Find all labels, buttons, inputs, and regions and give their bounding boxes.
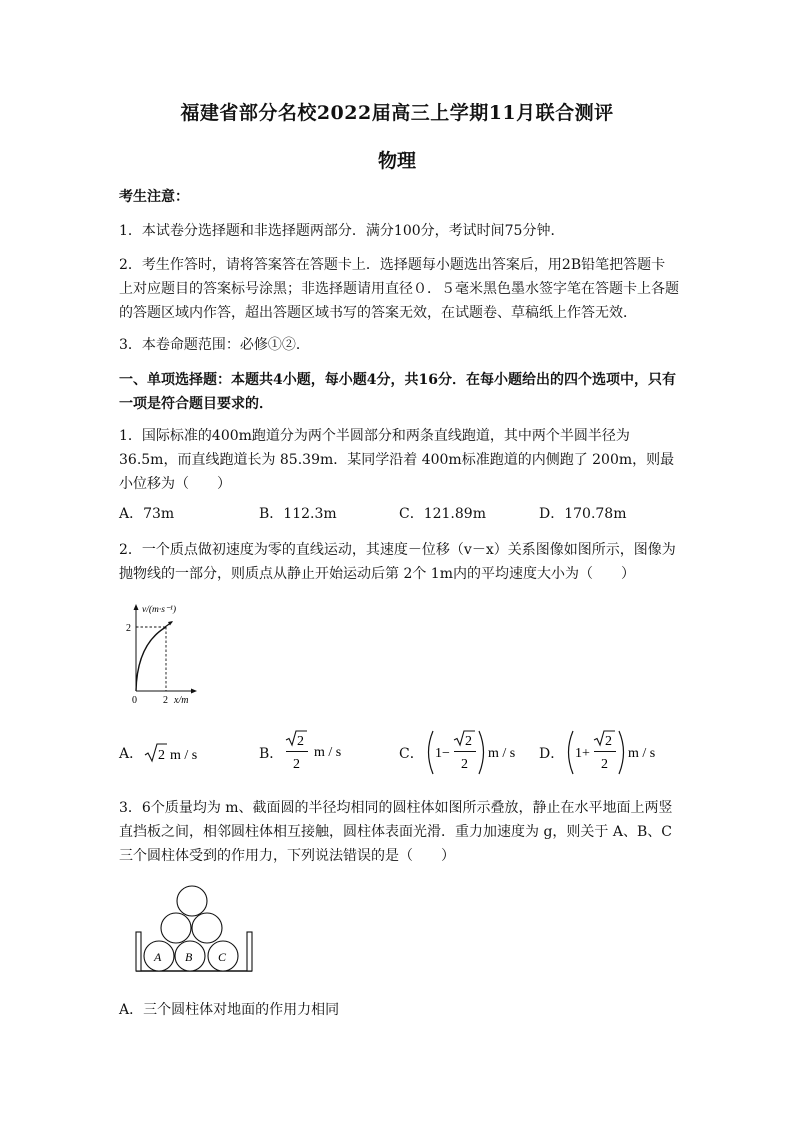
unit: m / s [487,746,515,761]
section-heading: 一、单项选择题：本题共4小题，每小题4分，共16分．在每小题给出的四个选项中，只有一项是符合题目要求的． [119,372,676,412]
q1-option-b: B．112.3m [259,506,337,522]
question-2-stem: 2．一个质点做初速度为零的直线运动，其速度－位移（v－x）关系图像如图所示，图像为抛物线的一部分，则质点从静止开始运动后第 2个 1m内的平均速度大小为（ ） [119,542,676,582]
exam-title: 福建省部分名校2022届高三上学期11月联合测评 [180,102,614,124]
left-wall [136,932,141,971]
graph-ytick: 2 [126,623,131,634]
q2-option-c-formula [424,728,528,778]
graph-xlabel: x/m [174,695,189,706]
q2-velocity-displacement-graph [118,598,208,710]
right-paren [619,731,624,774]
right-paren [479,731,484,774]
q1-option-d: D．170.78m [539,506,627,522]
sqrt-value: 2 [158,748,166,763]
left-paren [428,731,433,774]
cylinder-top [177,886,207,916]
graph-ylabel: v/(m·s⁻¹) [142,605,176,615]
label-c: C [218,950,227,964]
q2-option-a-formula [143,728,217,778]
q2-option-a [119,728,217,778]
denominator: 2 [460,757,468,772]
numerator: 2 [297,734,305,749]
subject-title: 物理 [377,150,416,172]
notice-item-1: 1．本试卷分选择题和非选择题两部分．满分100分，考试时间75分钟． [119,223,565,239]
q2-option-d-formula [564,728,668,778]
cylinder-middle-right [192,913,222,943]
graph-xtick: 2 [163,695,168,706]
q3-option-a: A．三个圆柱体对地面的作用力相同 [119,1002,340,1018]
x-axis-arrow [191,689,197,694]
q1-option-c: C．121.89m [399,506,486,522]
numerator: 2 [464,734,472,749]
q2-option-a-label: A． [119,746,144,762]
unit: m / s [170,748,198,763]
q2-option-b-formula [283,728,367,778]
one-plus: 1+ [575,746,591,761]
unit: m / s [314,745,342,760]
unit: m / s [628,746,656,761]
question-3-stem: 3．6个质量均为 m、截面圆的半径均相同的圆柱体如图所示叠放，静止在水平地面上两竖直挡板之间，相邻圆柱体相互接触，圆柱体表面光滑．重力加速度为 g，则关于 A、B、C三个圆柱体受到的作用力，下列说法错误的是（ ） [119,800,673,864]
parabola-curve [136,627,166,691]
notice-item-2: 2．考生作答时，请将答案答在答题卡上．选择题每小题选出答案后，用2B铅笔把答题卡上对应题目的答案标号涂黑；非选择题请用直径０．５毫米黑色墨水签字笔在答题卡上各题的答题区域内作答，超出答题区域书写的答案无效，在试题卷、草稿纸上作答无效． [119,257,679,321]
y-axis-arrow [134,604,139,610]
q2-option-b [259,728,367,778]
denominator: 2 [293,757,301,772]
cylinder-middle-left [161,913,191,943]
graph-origin: 0 [132,695,137,706]
label-a: A [154,950,162,964]
q1-option-a: A．73m [119,506,175,522]
question-2-options [119,728,679,778]
q2-option-d [539,728,668,778]
notice-heading: 考生注意： [119,189,189,205]
q2-option-b-label: B． [259,746,284,762]
q3-cylinders-figure [132,882,256,974]
right-wall [247,932,252,971]
numerator: 2 [605,734,613,749]
question-1-stem: 1．国际标准的400m跑道分为两个半圆部分和两条直线跑道，其中两个半圆半径为36.5m，而直线跑道长为 85.39m．某同学沿着 400m标准跑道的内侧跑了 200m，则最小位移为（ ） [119,428,675,492]
q2-option-c [399,728,528,778]
question-1-options [119,503,679,527]
left-paren [569,731,574,774]
denominator: 2 [601,757,609,772]
q2-option-c-label: C． [399,746,424,762]
one-minus: 1− [434,746,450,761]
notice-item-3: 3．本卷命题范围：必修①②． [119,337,310,353]
label-b: B [185,950,193,964]
q2-option-d-label: D． [539,746,565,762]
